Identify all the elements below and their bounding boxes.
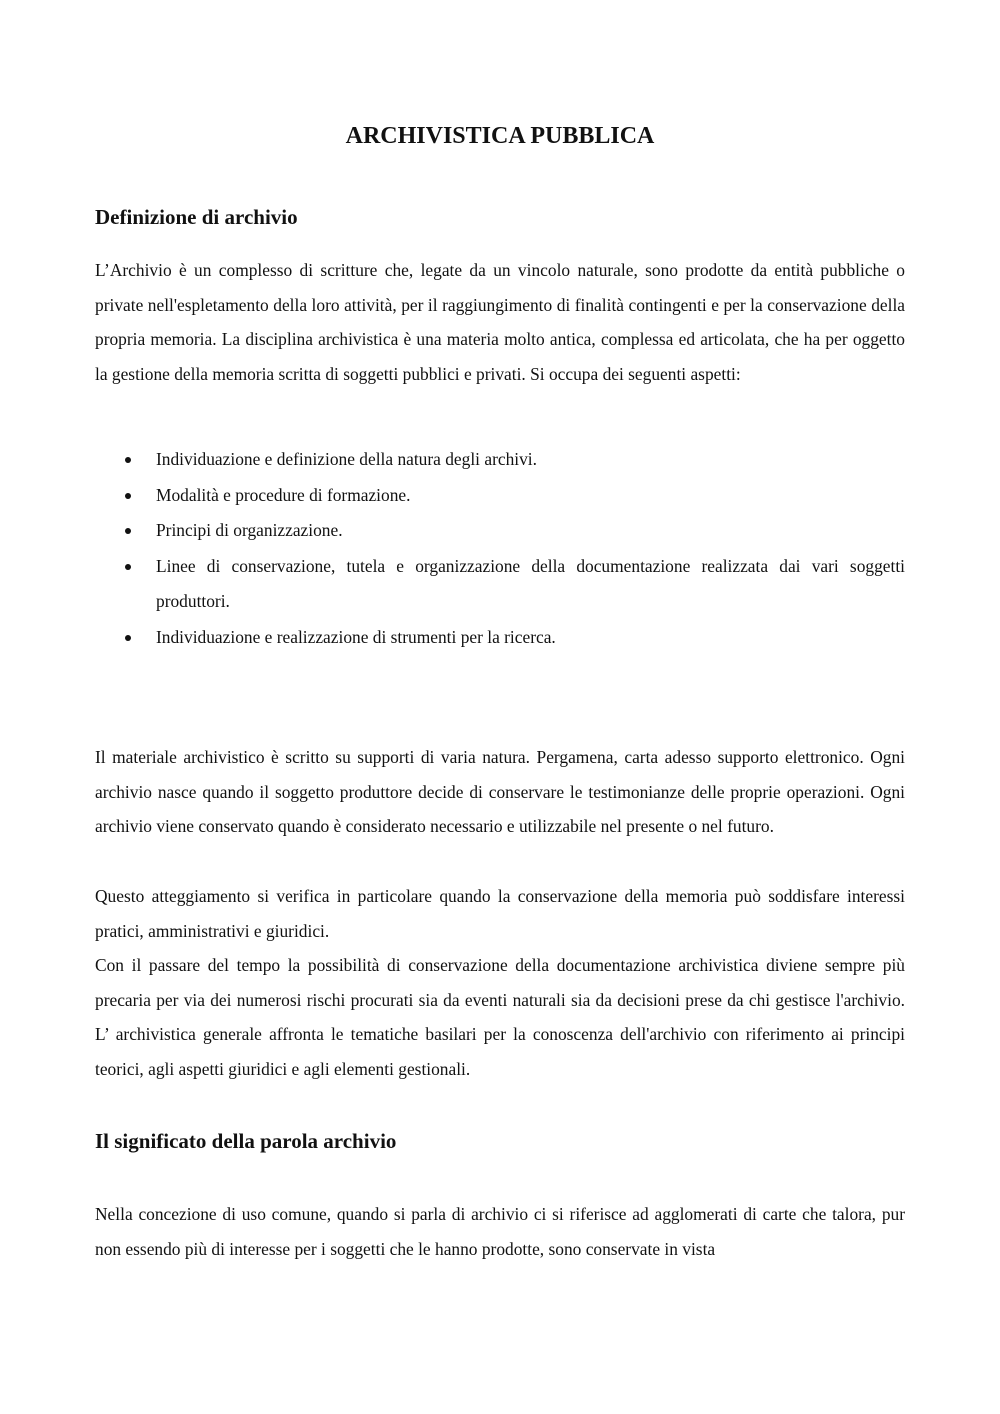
paragraph-conservazione: Con il passare del tempo la possibilità di conservazione della documentazione archivistica diviene sempre più precaria per via dei numerosi rischi procurati sia da eventi naturali sia da decisioni prese da chi gestisce l'archivio. L’ archivistica generale affronta le tematiche basilari per la conoscenza dell'archivio con riferimento ai principi teorici, agli aspetti giuridici e agli elementi gestionali.: [95, 955, 905, 1079]
list-item: [95, 442, 905, 478]
aspects-list: [95, 442, 905, 655]
bullet-icon: [125, 528, 131, 534]
section-heading-significato: Il significato della parola archivio: [95, 1129, 397, 1153]
bullet-icon: [125, 493, 131, 499]
list-item: [95, 620, 905, 656]
paragraph-atteggiamento: Questo atteggiamento si verifica in particolare quando la conservazione della memoria può soddisfare interessi pratici, amministrativi e giuridici.: [95, 886, 905, 941]
list-item-text: Individuazione e definizione della natura degli archivi.: [156, 449, 537, 469]
paragraph-intro: L’Archivio è un complesso di scritture che, legate da un vincolo naturale, sono prodotte da entità pubbliche o private nell'espletamento della loro attività, per il raggiungimento di finalità contingenti e per la conservazione della propria memoria. La disciplina archivistica è una materia molto antica, complessa ed articolata, che ha per oggetto la gestione della memoria scritta di soggetti pubblici e privati. Si occupa dei seguenti aspetti:: [95, 260, 905, 384]
list-item: [95, 478, 905, 514]
section-heading-definizione: Definizione di archivio: [95, 205, 298, 229]
bullet-icon: [125, 457, 131, 463]
bullet-icon: [125, 635, 131, 641]
paragraph-concezione: Nella concezione di uso comune, quando si parla di archivio ci si riferisce ad agglomerati di carte che talora, pur non essendo più di interesse per i soggetti che le hanno prodotte, sono conservate in vista: [95, 1204, 905, 1259]
list-item: [95, 513, 905, 549]
list-item: [95, 549, 905, 620]
paragraph-materiale: Il materiale archivistico è scritto su supporti di varia natura. Pergamena, carta adesso supporto elettronico. Ogni archivio nasce quando il soggetto produttore decide di conservare le testimonianze delle proprie operazioni. Ogni archivio viene conservato quando è considerato necessario e utilizzabile nel presente o nel futuro.: [95, 747, 905, 837]
list-item-text: Linee di conservazione, tutela e organizzazione della documentazione realizzata dai vari soggetti produttori.: [156, 555, 905, 611]
list-item-text: Principi di organizzazione.: [156, 520, 343, 540]
document-title: ARCHIVISTICA PUBBLICA: [345, 123, 655, 149]
list-item-text: Modalità e procedure di formazione.: [156, 484, 411, 505]
bullet-icon: [125, 564, 131, 570]
list-item-text: Individuazione e realizzazione di strumenti per la ricerca.: [156, 626, 556, 647]
